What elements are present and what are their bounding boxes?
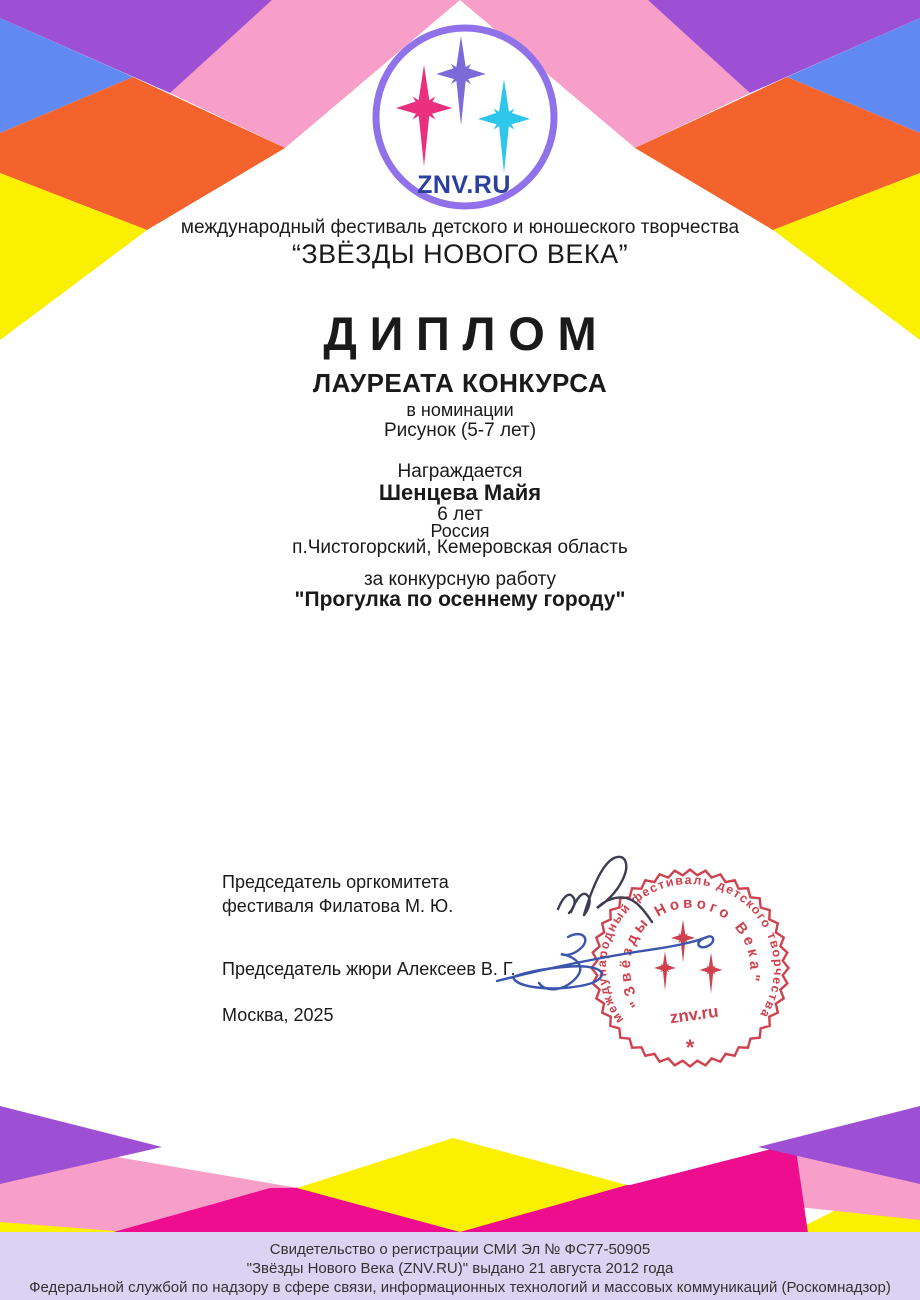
bottom-banner-decoration	[0, 1100, 920, 1232]
diploma-title: ДИПЛОМ	[323, 307, 610, 360]
registration-line3: Федеральной службой по надзору в сфере связи, информационных технологий и массовых коммуникаций (Роскомнадзор)	[29, 1279, 891, 1296]
logo-site-text: ZNV.RU	[417, 171, 511, 199]
awardee-age: 6 лет	[437, 504, 483, 525]
city-year-line: Москва, 2025	[222, 1005, 334, 1025]
festival-name-line2: “ЗВЁЗДЫ НОВОГО ВЕКА”	[291, 239, 629, 269]
registration-line2: "Звёзды Нового Века (ZNV.RU)" выдано 21 августа 2012 года	[246, 1260, 674, 1277]
work-title: "Прогулка по осеннему городу"	[294, 588, 626, 611]
awardee-location: п.Чистогорский, Кемеровская область	[292, 537, 628, 558]
org-chairman-line1: Председатель оргкомитета	[222, 872, 449, 892]
top-banner-decoration	[0, 0, 920, 345]
stamp-star-icon	[654, 951, 676, 990]
stamp-star-icon	[700, 952, 723, 993]
stamp	[592, 870, 789, 1067]
registration-band	[0, 1232, 920, 1300]
stamp-site-text: znv.ru	[668, 1001, 720, 1028]
org-chairman-line2: фестиваля Филатова М. Ю.	[222, 896, 454, 916]
stamp-inner-text: "Звёзды Нового Века"	[616, 894, 764, 1011]
awardee-name: Шенцева Майя	[378, 480, 542, 505]
work-label: за конкурсную работу	[363, 569, 557, 590]
awardee-country: Россия	[430, 521, 490, 541]
stamp-and-signatures	[460, 830, 820, 1080]
nomination-label: в номинации	[406, 400, 514, 420]
jury-chairman-line: Председатель жюри Алексеев В. Г.	[222, 959, 516, 979]
awardee-label: Награждается	[397, 461, 523, 482]
stamp-star-separator: *	[685, 1035, 695, 1060]
stamp-outer-text: международный фестиваль детского творчества	[594, 872, 786, 1027]
nomination-value: Рисунок (5-7 лет)	[383, 420, 537, 441]
festival-name-line1: международный фестиваль детского и юношеского творчества	[180, 217, 740, 238]
registration-line1: Свидетельство о регистрации СМИ Эл № ФС77-50905	[269, 1241, 651, 1258]
diploma-subtitle: ЛАУРЕАТА КОНКУРСА	[312, 368, 608, 398]
